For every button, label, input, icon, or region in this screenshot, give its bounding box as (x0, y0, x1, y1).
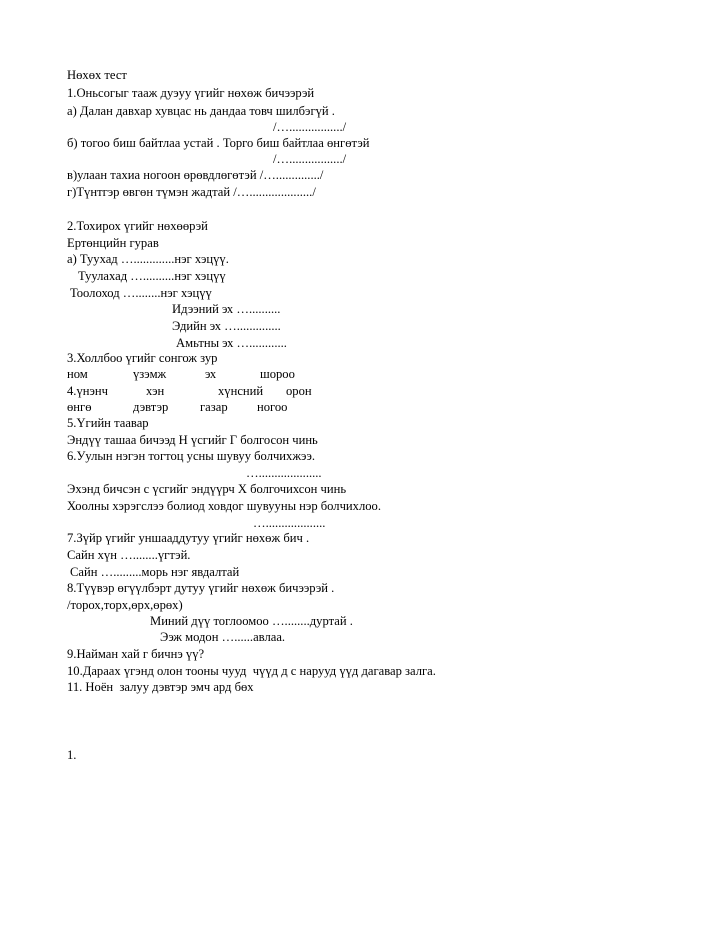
q2-subheading: Ертөнцийн гурав (67, 236, 159, 250)
q6-line-1: Эхэнд бичсэн с үсгийг эндүүрч Х болгочихсон чинь (67, 482, 347, 496)
q10-line: 10.Дараах үгэнд олон тооны чууд чүүд д с нарууд үүд дагавар залга. (67, 664, 436, 678)
q5-heading: 5.Үгийн таавар (67, 416, 149, 430)
q7-heading: 7.Зүйр үгийг уншааддутуу үгийг нөхөж бич . (67, 531, 310, 545)
q1-riddle-b: б) тогоо биш байтлаа устай . Торго биш байтлаа өнгөтэй (67, 136, 370, 150)
q1-riddle-g: г)Түнтгэр өвгөн түмэн жадтай /…..................../ (67, 185, 316, 199)
q3-heading: 3.Холлбоо үгийг сонгож зур (67, 351, 218, 365)
q6-heading: 6.Уулын нэгэн тогтоц усны шувуу болчихжээ. (67, 449, 316, 463)
q11-line: 11. Ноён залуу дэвтэр эмч ард бөх (67, 680, 254, 694)
q8-heading: 8.Түүвэр өгүүлбэрт дутуу үгийг нөхөж бичээрэй . (67, 581, 335, 595)
q8-line-1: Миний дүү тоглоомоо …........дуртай . (150, 614, 353, 628)
q3-word: үзэмж (133, 367, 167, 381)
q4-word: дэвтэр (133, 400, 169, 414)
q2-line-6: Амьтны эх …............ (176, 336, 287, 350)
q4-word: хүнсний (218, 384, 264, 398)
q6-answer-blank-2: …................... (253, 516, 326, 530)
q5-line: Эндүү ташаа бичээд Н үсгийг Г болгосон чинь (67, 433, 318, 447)
q6-line-2: Хоолны хэрэгслээ болиод ховдог шувууны нэр болчихлоо. (67, 499, 381, 513)
q4-word: өнгө (67, 400, 92, 414)
q1-answer-blank-b: /…................./ (273, 152, 347, 166)
q3-word: эх (205, 367, 217, 381)
q2-line-2: Туулахад …..........нэг хэцүү (78, 269, 226, 283)
q4-word: 4.үнэнч (67, 384, 108, 398)
q4-word: газар (200, 400, 228, 414)
q1-heading: 1.Оньсогыг тааж дуэуу үгийг нөхөж бичээрэй (67, 86, 315, 100)
q4-word: хэн (146, 384, 165, 398)
q4-word: ногоо (257, 400, 288, 414)
q4-word: орон (286, 384, 312, 398)
q1-riddle-a: а) Далан давхар хувцас нь дандаа товч шилбэгүй . (67, 104, 335, 118)
q8-line-2: Ээж модон …......авлаа. (160, 630, 286, 644)
q1-riddle-v: в)улаан тахиа ногоон өрөвдлөгөтэй /…............../ (67, 168, 324, 182)
q8-options: /торох,торх,өрх,өрөх) (67, 598, 183, 612)
q2-line-4: Идээний эх ….......... (172, 302, 281, 316)
q3-word: ном (67, 367, 88, 381)
q2-line-5: Эдийн эх ….............. (172, 319, 281, 333)
q9-line: 9.Найман хай г бичнэ үү? (67, 647, 205, 661)
q2-heading: 2.Тохирох үгийг нөхөөрэй (67, 219, 208, 233)
q2-line-1: а) Туухад ….............нэг хэцүү. (67, 252, 229, 266)
q6-answer-blank-1: ….................... (246, 466, 322, 480)
list-number: 1. (67, 748, 77, 762)
q1-answer-blank-a: /…................./ (273, 120, 347, 134)
q2-line-3: Тоолоход …........нэг хэцүү (70, 286, 212, 300)
page-title: Нөхөх тест (67, 68, 127, 82)
q7-line-2: Сайн ….........морь нэг явдалтай (70, 565, 240, 579)
q3-word: шороо (260, 367, 295, 381)
q7-line-1: Сайн хүн …........үгтэй. (67, 548, 191, 562)
